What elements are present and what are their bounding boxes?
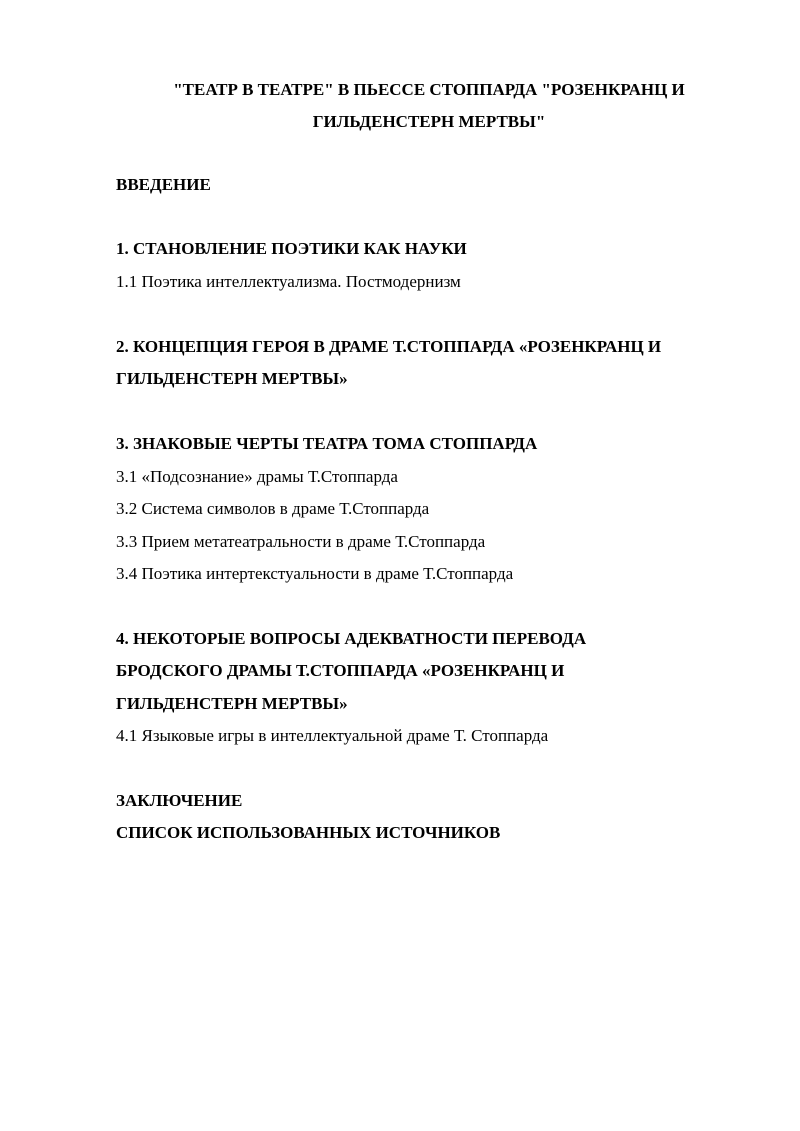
toc-chapter2-heading-line2: ГИЛЬДЕНСТЕРН МЕРТВЫ» [116,369,348,388]
toc-chapter4-heading-line1: 4. НЕКОТОРЫЕ ВОПРОСЫ АДЕКВАТНОСТИ ПЕРЕВОДА [116,629,587,648]
toc-chapter3-heading: 3. ЗНАКОВЫЕ ЧЕРТЫ ТЕАТРА ТОМА СТОППАРДА [116,434,538,453]
toc-chapter3-sub3: 3.3 Прием метатеатральности в драме Т.Стоппарда [116,532,486,551]
toc-chapter3-sub2: 3.2 Система символов в драме Т.Стоппарда [116,499,430,518]
toc-chapter4-sub1: 4.1 Языковые игры в интеллектуальной драме Т. Стоппарда [116,726,549,745]
title-line-1: "ТЕАТР В ТЕАТРЕ" В ПЬЕССЕ СТОППАРДА "РОЗЕНКРАНЦ И [173,80,685,99]
toc-sources: СПИСОК ИСПОЛЬЗОВАННЫХ ИСТОЧНИКОВ [116,823,501,842]
toc-chapter3-sub4: 3.4 Поэтика интертекстуальности в драме Т.Стоппарда [116,564,514,583]
toc-intro: ВВЕДЕНИЕ [116,175,211,194]
document-title [116,74,742,138]
toc-conclusion: ЗАКЛЮЧЕНИЕ [116,791,243,810]
toc-chapter1-heading: 1. СТАНОВЛЕНИЕ ПОЭТИКИ КАК НАУКИ [116,239,467,258]
toc-chapter3-sub1: 3.1 «Подсознание» драмы Т.Стоппарда [116,467,398,486]
toc-chapter1-sub1: 1.1 Поэтика интеллектуализма. Постмодернизм [116,272,461,291]
toc-chapter2-heading-line1: 2. КОНЦЕПЦИЯ ГЕРОЯ В ДРАМЕ Т.СТОППАРДА «РОЗЕНКРАНЦ И [116,337,662,356]
toc-chapter4-heading-line3: ГИЛЬДЕНСТЕРН МЕРТВЫ» [116,694,348,713]
title-line-2: ГИЛЬДЕНСТЕРН МЕРТВЫ" [312,112,546,131]
toc-chapter4-heading-line2: БРОДСКОГО ДРАМЫ Т.СТОППАРДА «РОЗЕНКРАНЦ И [116,661,565,680]
